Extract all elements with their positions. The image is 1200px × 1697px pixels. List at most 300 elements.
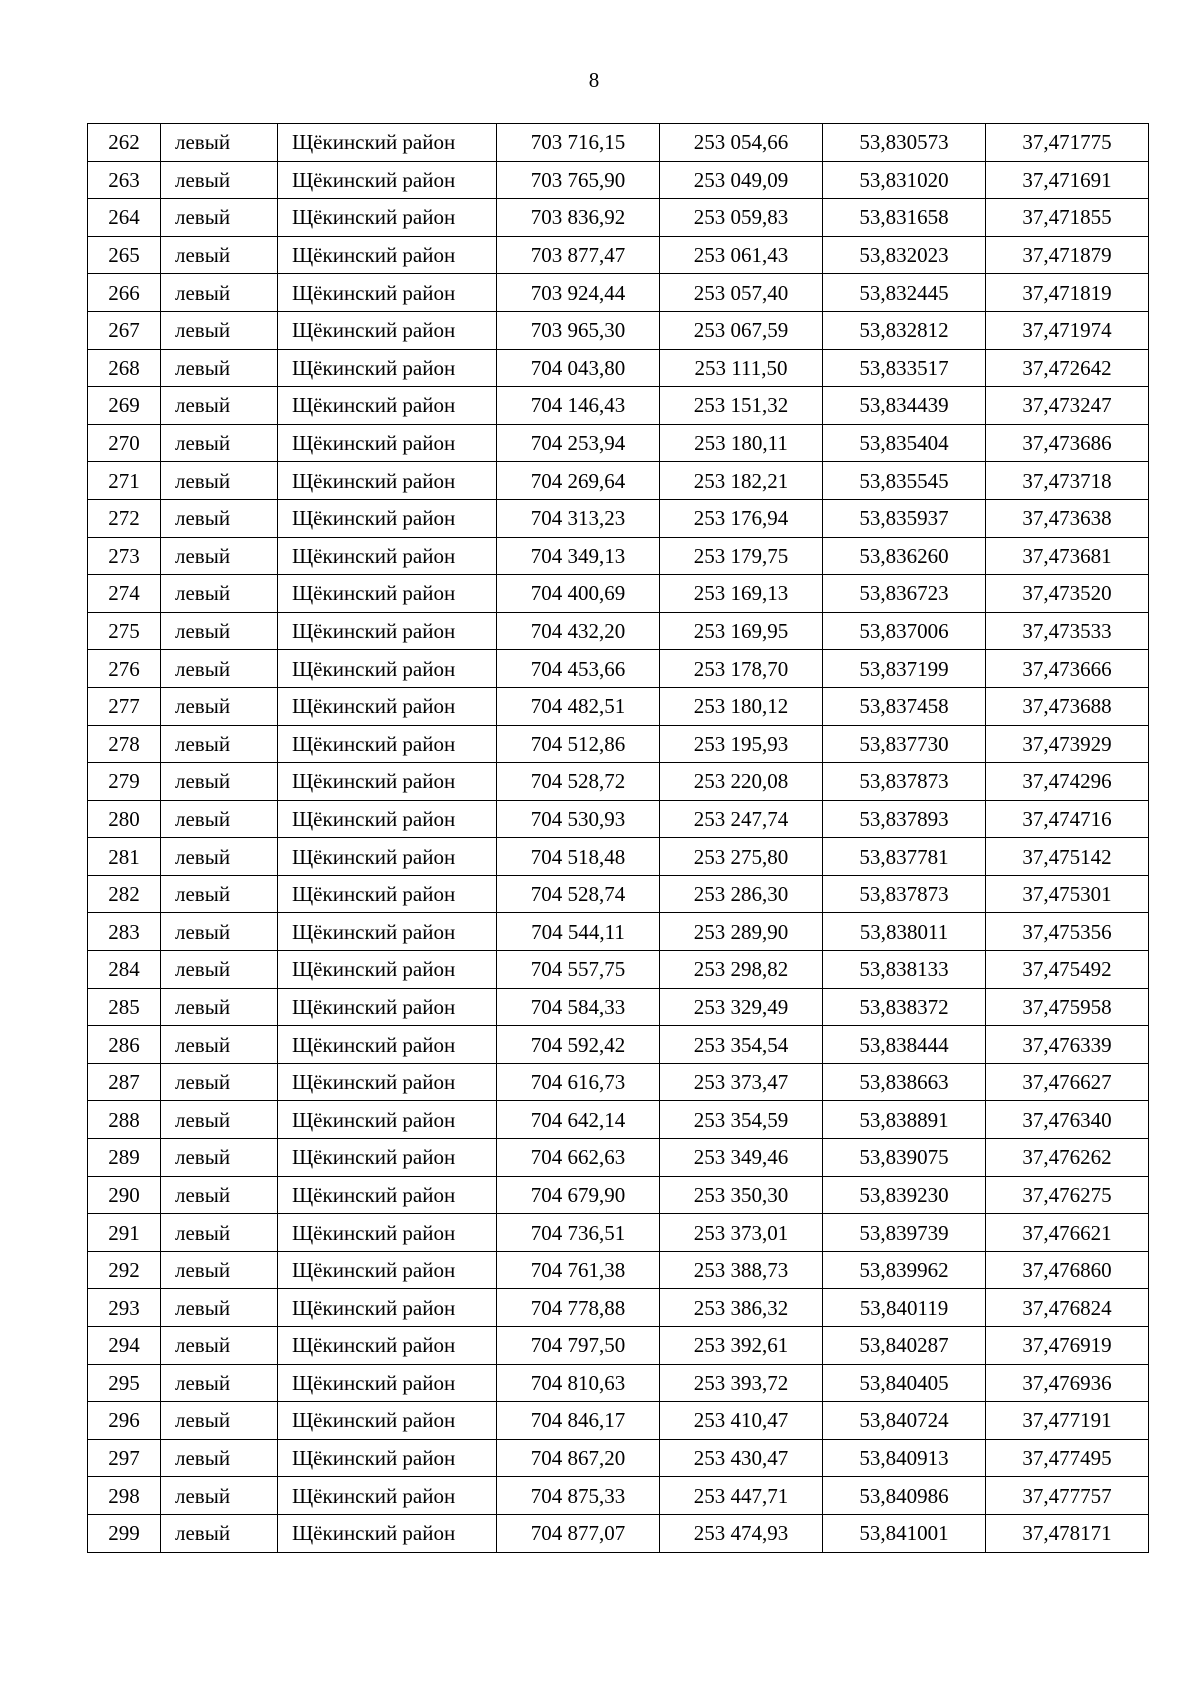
district-cell: Щёкинский район <box>278 763 497 801</box>
coord-y-cell: 253 392,61 <box>660 1327 823 1365</box>
district-cell: Щёкинский район <box>278 1251 497 1289</box>
bank-side-cell: левый <box>161 575 278 613</box>
table-row <box>88 1477 1149 1515</box>
latitude-cell: 53,839075 <box>823 1139 986 1177</box>
longitude-cell: 37,473533 <box>986 612 1149 650</box>
latitude-cell: 53,836260 <box>823 537 986 575</box>
coord-y-cell: 253 386,32 <box>660 1289 823 1327</box>
district-cell: Щёкинский район <box>278 1402 497 1440</box>
latitude-cell: 53,831020 <box>823 161 986 199</box>
coord-y-cell: 253 350,30 <box>660 1176 823 1214</box>
point-number-cell: 277 <box>88 687 161 725</box>
longitude-cell: 37,477191 <box>986 1402 1149 1440</box>
bank-side-cell: левый <box>161 875 278 913</box>
district-cell: Щёкинский район <box>278 311 497 349</box>
longitude-cell: 37,471691 <box>986 161 1149 199</box>
table-row <box>88 763 1149 801</box>
table-row <box>88 1214 1149 1252</box>
coord-x-cell: 704 616,73 <box>497 1063 660 1101</box>
bank-side-cell: левый <box>161 1477 278 1515</box>
district-cell: Щёкинский район <box>278 575 497 613</box>
bank-side-cell: левый <box>161 1063 278 1101</box>
point-number-cell: 265 <box>88 236 161 274</box>
longitude-cell: 37,475142 <box>986 838 1149 876</box>
point-number-cell: 273 <box>88 537 161 575</box>
coord-x-cell: 704 875,33 <box>497 1477 660 1515</box>
latitude-cell: 53,837006 <box>823 612 986 650</box>
coord-y-cell: 253 373,01 <box>660 1214 823 1252</box>
coord-x-cell: 704 592,42 <box>497 1026 660 1064</box>
longitude-cell: 37,476936 <box>986 1364 1149 1402</box>
bank-side-cell: левый <box>161 650 278 688</box>
point-number-cell: 288 <box>88 1101 161 1139</box>
coord-y-cell: 253 286,30 <box>660 875 823 913</box>
coord-x-cell: 704 349,13 <box>497 537 660 575</box>
latitude-cell: 53,837730 <box>823 725 986 763</box>
coord-y-cell: 253 176,94 <box>660 499 823 537</box>
table-row <box>88 424 1149 462</box>
coord-x-cell: 704 146,43 <box>497 387 660 425</box>
coord-y-cell: 253 388,73 <box>660 1251 823 1289</box>
longitude-cell: 37,473520 <box>986 575 1149 613</box>
district-cell: Щёкинский район <box>278 462 497 500</box>
coord-x-cell: 704 432,20 <box>497 612 660 650</box>
district-cell: Щёкинский район <box>278 612 497 650</box>
district-cell: Щёкинский район <box>278 124 497 162</box>
longitude-cell: 37,471855 <box>986 199 1149 237</box>
table-row <box>88 1402 1149 1440</box>
table-row <box>88 236 1149 274</box>
point-number-cell: 293 <box>88 1289 161 1327</box>
table-row <box>88 274 1149 312</box>
longitude-cell: 37,473686 <box>986 424 1149 462</box>
point-number-cell: 271 <box>88 462 161 500</box>
coord-x-cell: 704 810,63 <box>497 1364 660 1402</box>
table-row <box>88 800 1149 838</box>
latitude-cell: 53,835545 <box>823 462 986 500</box>
latitude-cell: 53,838011 <box>823 913 986 951</box>
latitude-cell: 53,830573 <box>823 124 986 162</box>
district-cell: Щёкинский район <box>278 1214 497 1252</box>
bank-side-cell: левый <box>161 349 278 387</box>
district-cell: Щёкинский район <box>278 838 497 876</box>
latitude-cell: 53,838444 <box>823 1026 986 1064</box>
district-cell: Щёкинский район <box>278 274 497 312</box>
table-row <box>88 311 1149 349</box>
longitude-cell: 37,473638 <box>986 499 1149 537</box>
district-cell: Щёкинский район <box>278 499 497 537</box>
coord-y-cell: 253 298,82 <box>660 951 823 989</box>
coord-y-cell: 253 054,66 <box>660 124 823 162</box>
table-row <box>88 1101 1149 1139</box>
district-cell: Щёкинский район <box>278 1026 497 1064</box>
longitude-cell: 37,477757 <box>986 1477 1149 1515</box>
table-row <box>88 387 1149 425</box>
bank-side-cell: левый <box>161 951 278 989</box>
bank-side-cell: левый <box>161 725 278 763</box>
latitude-cell: 53,840405 <box>823 1364 986 1402</box>
coord-x-cell: 704 530,93 <box>497 800 660 838</box>
coord-y-cell: 253 275,80 <box>660 838 823 876</box>
bank-side-cell: левый <box>161 988 278 1026</box>
point-number-cell: 292 <box>88 1251 161 1289</box>
table-row <box>88 499 1149 537</box>
coord-x-cell: 704 482,51 <box>497 687 660 725</box>
district-cell: Щёкинский район <box>278 1477 497 1515</box>
bank-side-cell: левый <box>161 199 278 237</box>
latitude-cell: 53,835404 <box>823 424 986 462</box>
longitude-cell: 37,476860 <box>986 1251 1149 1289</box>
point-number-cell: 290 <box>88 1176 161 1214</box>
bank-side-cell: левый <box>161 1176 278 1214</box>
district-cell: Щёкинский район <box>278 1063 497 1101</box>
table-row <box>88 1289 1149 1327</box>
coord-x-cell: 704 313,23 <box>497 499 660 537</box>
table-row <box>88 349 1149 387</box>
bank-side-cell: левый <box>161 687 278 725</box>
district-cell: Щёкинский район <box>278 988 497 1026</box>
point-number-cell: 269 <box>88 387 161 425</box>
latitude-cell: 53,835937 <box>823 499 986 537</box>
latitude-cell: 53,838891 <box>823 1101 986 1139</box>
latitude-cell: 53,840287 <box>823 1327 986 1365</box>
coord-y-cell: 253 182,21 <box>660 462 823 500</box>
latitude-cell: 53,838372 <box>823 988 986 1026</box>
coord-x-cell: 704 662,63 <box>497 1139 660 1177</box>
longitude-cell: 37,476627 <box>986 1063 1149 1101</box>
district-cell: Щёкинский район <box>278 1101 497 1139</box>
latitude-cell: 53,837458 <box>823 687 986 725</box>
coord-y-cell: 253 057,40 <box>660 274 823 312</box>
point-number-cell: 272 <box>88 499 161 537</box>
coord-x-cell: 704 679,90 <box>497 1176 660 1214</box>
district-cell: Щёкинский район <box>278 537 497 575</box>
coord-y-cell: 253 220,08 <box>660 763 823 801</box>
point-number-cell: 299 <box>88 1514 161 1552</box>
longitude-cell: 37,475492 <box>986 951 1149 989</box>
bank-side-cell: левый <box>161 1251 278 1289</box>
district-cell: Щёкинский район <box>278 1364 497 1402</box>
point-number-cell: 296 <box>88 1402 161 1440</box>
coord-y-cell: 253 329,49 <box>660 988 823 1026</box>
table-row <box>88 951 1149 989</box>
point-number-cell: 281 <box>88 838 161 876</box>
district-cell: Щёкинский район <box>278 875 497 913</box>
longitude-cell: 37,475301 <box>986 875 1149 913</box>
longitude-cell: 37,471879 <box>986 236 1149 274</box>
coord-y-cell: 253 111,50 <box>660 349 823 387</box>
district-cell: Щёкинский район <box>278 725 497 763</box>
district-cell: Щёкинский район <box>278 913 497 951</box>
coord-y-cell: 253 349,46 <box>660 1139 823 1177</box>
longitude-cell: 37,471775 <box>986 124 1149 162</box>
table-row <box>88 1139 1149 1177</box>
bank-side-cell: левый <box>161 462 278 500</box>
table-row <box>88 913 1149 951</box>
longitude-cell: 37,472642 <box>986 349 1149 387</box>
longitude-cell: 37,476275 <box>986 1176 1149 1214</box>
bank-side-cell: левый <box>161 1101 278 1139</box>
table-row <box>88 1439 1149 1477</box>
district-cell: Щёкинский район <box>278 1327 497 1365</box>
longitude-cell: 37,473681 <box>986 537 1149 575</box>
longitude-cell: 37,476919 <box>986 1327 1149 1365</box>
point-number-cell: 297 <box>88 1439 161 1477</box>
table-row <box>88 537 1149 575</box>
coord-y-cell: 253 151,32 <box>660 387 823 425</box>
latitude-cell: 53,831658 <box>823 199 986 237</box>
coord-x-cell: 704 867,20 <box>497 1439 660 1477</box>
coord-x-cell: 704 761,38 <box>497 1251 660 1289</box>
point-number-cell: 267 <box>88 311 161 349</box>
table-row <box>88 988 1149 1026</box>
point-number-cell: 280 <box>88 800 161 838</box>
coord-y-cell: 253 393,72 <box>660 1364 823 1402</box>
coord-x-cell: 703 716,15 <box>497 124 660 162</box>
coord-y-cell: 253 179,75 <box>660 537 823 575</box>
coord-x-cell: 704 269,64 <box>497 462 660 500</box>
table-row <box>88 1026 1149 1064</box>
longitude-cell: 37,476621 <box>986 1214 1149 1252</box>
coordinates-table-body <box>88 124 1149 1553</box>
coord-x-cell: 704 043,80 <box>497 349 660 387</box>
table-row <box>88 462 1149 500</box>
longitude-cell: 37,471974 <box>986 311 1149 349</box>
point-number-cell: 268 <box>88 349 161 387</box>
coord-y-cell: 253 180,12 <box>660 687 823 725</box>
coord-x-cell: 704 584,33 <box>497 988 660 1026</box>
coord-x-cell: 704 528,74 <box>497 875 660 913</box>
longitude-cell: 37,471819 <box>986 274 1149 312</box>
district-cell: Щёкинский район <box>278 161 497 199</box>
coord-x-cell: 704 528,72 <box>497 763 660 801</box>
table-row <box>88 1514 1149 1552</box>
point-number-cell: 275 <box>88 612 161 650</box>
coord-x-cell: 703 965,30 <box>497 311 660 349</box>
longitude-cell: 37,476262 <box>986 1139 1149 1177</box>
bank-side-cell: левый <box>161 838 278 876</box>
point-number-cell: 291 <box>88 1214 161 1252</box>
coord-y-cell: 253 354,59 <box>660 1101 823 1139</box>
longitude-cell: 37,475958 <box>986 988 1149 1026</box>
latitude-cell: 53,837873 <box>823 763 986 801</box>
longitude-cell: 37,478171 <box>986 1514 1149 1552</box>
latitude-cell: 53,840986 <box>823 1477 986 1515</box>
latitude-cell: 53,839739 <box>823 1214 986 1252</box>
bank-side-cell: левый <box>161 537 278 575</box>
coord-x-cell: 704 400,69 <box>497 575 660 613</box>
district-cell: Щёкинский район <box>278 687 497 725</box>
latitude-cell: 53,832812 <box>823 311 986 349</box>
table-row <box>88 161 1149 199</box>
table-row <box>88 612 1149 650</box>
coord-x-cell: 704 797,50 <box>497 1327 660 1365</box>
bank-side-cell: левый <box>161 913 278 951</box>
coord-y-cell: 253 354,54 <box>660 1026 823 1064</box>
longitude-cell: 37,475356 <box>986 913 1149 951</box>
coord-x-cell: 704 778,88 <box>497 1289 660 1327</box>
longitude-cell: 37,474716 <box>986 800 1149 838</box>
longitude-cell: 37,473688 <box>986 687 1149 725</box>
bank-side-cell: левый <box>161 387 278 425</box>
coord-y-cell: 253 169,95 <box>660 612 823 650</box>
longitude-cell: 37,476824 <box>986 1289 1149 1327</box>
longitude-cell: 37,473718 <box>986 462 1149 500</box>
latitude-cell: 53,837893 <box>823 800 986 838</box>
bank-side-cell: левый <box>161 124 278 162</box>
district-cell: Щёкинский район <box>278 1176 497 1214</box>
longitude-cell: 37,473247 <box>986 387 1149 425</box>
point-number-cell: 279 <box>88 763 161 801</box>
coord-x-cell: 704 544,11 <box>497 913 660 951</box>
bank-side-cell: левый <box>161 424 278 462</box>
district-cell: Щёкинский район <box>278 1439 497 1477</box>
point-number-cell: 284 <box>88 951 161 989</box>
point-number-cell: 276 <box>88 650 161 688</box>
table-row <box>88 1063 1149 1101</box>
bank-side-cell: левый <box>161 1402 278 1440</box>
longitude-cell: 37,473929 <box>986 725 1149 763</box>
longitude-cell: 37,476339 <box>986 1026 1149 1064</box>
longitude-cell: 37,473666 <box>986 650 1149 688</box>
bank-side-cell: левый <box>161 1214 278 1252</box>
bank-side-cell: левый <box>161 763 278 801</box>
coord-x-cell: 704 518,48 <box>497 838 660 876</box>
table-row <box>88 838 1149 876</box>
coord-x-cell: 704 512,86 <box>497 725 660 763</box>
coord-y-cell: 253 247,74 <box>660 800 823 838</box>
table-row <box>88 875 1149 913</box>
point-number-cell: 285 <box>88 988 161 1026</box>
bank-side-cell: левый <box>161 1514 278 1552</box>
coord-x-cell: 703 836,92 <box>497 199 660 237</box>
bank-side-cell: левый <box>161 1364 278 1402</box>
longitude-cell: 37,474296 <box>986 763 1149 801</box>
table-row <box>88 650 1149 688</box>
latitude-cell: 53,838133 <box>823 951 986 989</box>
coord-x-cell: 704 846,17 <box>497 1402 660 1440</box>
district-cell: Щёкинский район <box>278 1139 497 1177</box>
coord-y-cell: 253 180,11 <box>660 424 823 462</box>
table-row <box>88 575 1149 613</box>
coord-y-cell: 253 178,70 <box>660 650 823 688</box>
point-number-cell: 274 <box>88 575 161 613</box>
latitude-cell: 53,834439 <box>823 387 986 425</box>
latitude-cell: 53,836723 <box>823 575 986 613</box>
longitude-cell: 37,477495 <box>986 1439 1149 1477</box>
latitude-cell: 53,833517 <box>823 349 986 387</box>
point-number-cell: 298 <box>88 1477 161 1515</box>
table-row <box>88 687 1149 725</box>
district-cell: Щёкинский район <box>278 650 497 688</box>
bank-side-cell: левый <box>161 499 278 537</box>
point-number-cell: 264 <box>88 199 161 237</box>
bank-side-cell: левый <box>161 1289 278 1327</box>
bank-side-cell: левый <box>161 1327 278 1365</box>
table-row <box>88 725 1149 763</box>
district-cell: Щёкинский район <box>278 387 497 425</box>
point-number-cell: 286 <box>88 1026 161 1064</box>
point-number-cell: 266 <box>88 274 161 312</box>
coord-x-cell: 704 877,07 <box>497 1514 660 1552</box>
point-number-cell: 289 <box>88 1139 161 1177</box>
district-cell: Щёкинский район <box>278 1514 497 1552</box>
coord-y-cell: 253 061,43 <box>660 236 823 274</box>
district-cell: Щёкинский район <box>278 800 497 838</box>
latitude-cell: 53,841001 <box>823 1514 986 1552</box>
district-cell: Щёкинский район <box>278 349 497 387</box>
latitude-cell: 53,840724 <box>823 1402 986 1440</box>
page-number: 8 <box>588 68 600 92</box>
coordinates-table <box>87 123 1149 1553</box>
coord-y-cell: 253 067,59 <box>660 311 823 349</box>
coord-y-cell: 253 289,90 <box>660 913 823 951</box>
bank-side-cell: левый <box>161 1139 278 1177</box>
coord-y-cell: 253 195,93 <box>660 725 823 763</box>
point-number-cell: 294 <box>88 1327 161 1365</box>
coord-x-cell: 704 736,51 <box>497 1214 660 1252</box>
coord-y-cell: 253 474,93 <box>660 1514 823 1552</box>
latitude-cell: 53,837199 <box>823 650 986 688</box>
latitude-cell: 53,839962 <box>823 1251 986 1289</box>
table-row <box>88 1364 1149 1402</box>
bank-side-cell: левый <box>161 1439 278 1477</box>
point-number-cell: 262 <box>88 124 161 162</box>
longitude-cell: 37,476340 <box>986 1101 1149 1139</box>
coord-x-cell: 703 877,47 <box>497 236 660 274</box>
table-row <box>88 1176 1149 1214</box>
coord-x-cell: 704 453,66 <box>497 650 660 688</box>
point-number-cell: 295 <box>88 1364 161 1402</box>
coord-y-cell: 253 059,83 <box>660 199 823 237</box>
point-number-cell: 283 <box>88 913 161 951</box>
bank-side-cell: левый <box>161 612 278 650</box>
latitude-cell: 53,837781 <box>823 838 986 876</box>
latitude-cell: 53,832023 <box>823 236 986 274</box>
latitude-cell: 53,837873 <box>823 875 986 913</box>
coord-y-cell: 253 447,71 <box>660 1477 823 1515</box>
point-number-cell: 263 <box>88 161 161 199</box>
point-number-cell: 278 <box>88 725 161 763</box>
table-row <box>88 1327 1149 1365</box>
latitude-cell: 53,839230 <box>823 1176 986 1214</box>
coord-y-cell: 253 169,13 <box>660 575 823 613</box>
coord-y-cell: 253 430,47 <box>660 1439 823 1477</box>
coord-x-cell: 704 253,94 <box>497 424 660 462</box>
coord-y-cell: 253 373,47 <box>660 1063 823 1101</box>
district-cell: Щёкинский район <box>278 199 497 237</box>
point-number-cell: 287 <box>88 1063 161 1101</box>
table-row <box>88 199 1149 237</box>
coord-x-cell: 703 765,90 <box>497 161 660 199</box>
table-row <box>88 124 1149 162</box>
coord-y-cell: 253 049,09 <box>660 161 823 199</box>
district-cell: Щёкинский район <box>278 1289 497 1327</box>
bank-side-cell: левый <box>161 800 278 838</box>
coord-x-cell: 703 924,44 <box>497 274 660 312</box>
bank-side-cell: левый <box>161 236 278 274</box>
coord-x-cell: 704 642,14 <box>497 1101 660 1139</box>
bank-side-cell: левый <box>161 161 278 199</box>
district-cell: Щёкинский район <box>278 236 497 274</box>
latitude-cell: 53,840119 <box>823 1289 986 1327</box>
district-cell: Щёкинский район <box>278 424 497 462</box>
point-number-cell: 270 <box>88 424 161 462</box>
bank-side-cell: левый <box>161 311 278 349</box>
coord-x-cell: 704 557,75 <box>497 951 660 989</box>
bank-side-cell: левый <box>161 274 278 312</box>
coord-y-cell: 253 410,47 <box>660 1402 823 1440</box>
